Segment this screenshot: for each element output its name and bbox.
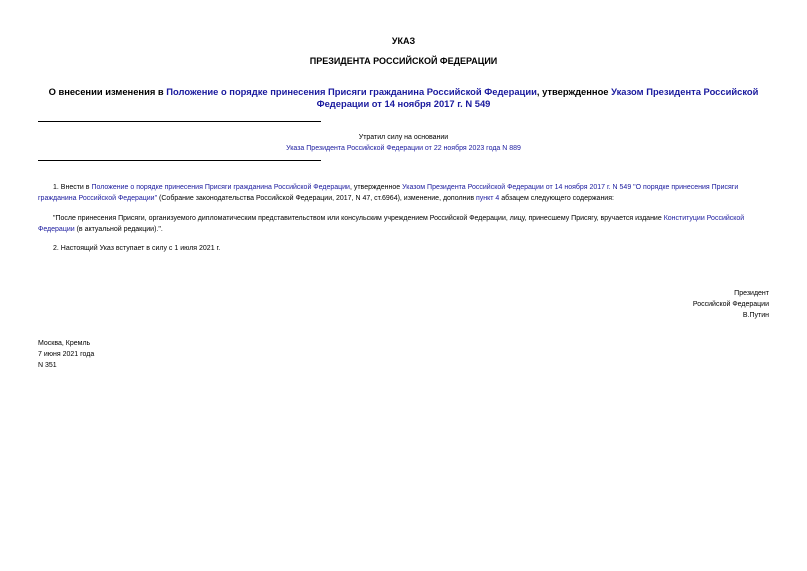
p1-text-d: абзацем следующего содержания:: [499, 194, 614, 202]
title-link-regulation[interactable]: Положение о порядке принесения Присяги гражданина Российской Федерации: [166, 86, 537, 97]
paragraph-quote: [38, 214, 769, 235]
p1-text-b: , утвержденное: [349, 184, 403, 191]
separator-line-top: [38, 121, 321, 122]
title-text-1: О внесении изменения в: [48, 86, 167, 97]
document-issuer-heading: ПРЕЗИДЕНТА РОССИЙСКОЙ ФЕДЕРАЦИИ: [309, 56, 498, 66]
place-date-block: [38, 338, 238, 371]
signature-block: [569, 288, 769, 321]
document-type-heading: УКАЗ: [391, 36, 416, 46]
p2-text-a: "После принесения Присяги, организуемого дипломатическим представительством или консульским учреждением Российской Федерации, лицу, принесшему Присягу, вручается издание: [53, 215, 664, 222]
separator-line-bottom: [38, 160, 321, 161]
signature-title: Президент: [734, 290, 769, 297]
title-text-2: , утвержденное: [536, 86, 612, 97]
document-title: [38, 86, 769, 110]
signature-country: Российской Федерации: [692, 301, 769, 308]
date-text: 7 июня 2021 года: [38, 351, 95, 358]
paragraph-2: 2. Настоящий Указ вступает в силу с 1 июля 2021 г.: [53, 245, 221, 252]
p1-text-c: (Собрание законодательства Российской Федерации, 2017, N 47, ст.6964), изменение, дополнив: [157, 194, 476, 202]
p1-link-decree[interactable]: Указом Президента Российской Федерации от 14 ноября 2017 г. N 549 "О порядке принесения Присяги гражданина Российской Федерации": [38, 184, 739, 202]
p1-link-point-4[interactable]: пункт 4: [475, 194, 500, 202]
title-link-decree[interactable]: Указом Президента Российской Федерации от 14 ноября 2017 г. N 549: [316, 86, 759, 109]
p1-link-regulation[interactable]: Положение о порядке принесения Присяги гражданина Российской Федерации: [91, 184, 350, 191]
signature-name: В.Путин: [742, 312, 769, 319]
decree-number: N 351: [38, 362, 57, 369]
lost-force-link[interactable]: Указа Президента Российской Федерации от 22 ноября 2023 года N 889: [286, 145, 521, 152]
p2-text-b: (в актуальной редакции).".: [74, 225, 163, 233]
paragraph-1: [38, 183, 769, 204]
place-text: Москва, Кремль: [38, 340, 91, 347]
p1-text-a: 1. Внести в: [53, 184, 92, 191]
lost-force-label: Утратил силу на основании: [358, 134, 449, 141]
p2-link-constitution[interactable]: Конституции Российской Федерации: [38, 215, 745, 233]
